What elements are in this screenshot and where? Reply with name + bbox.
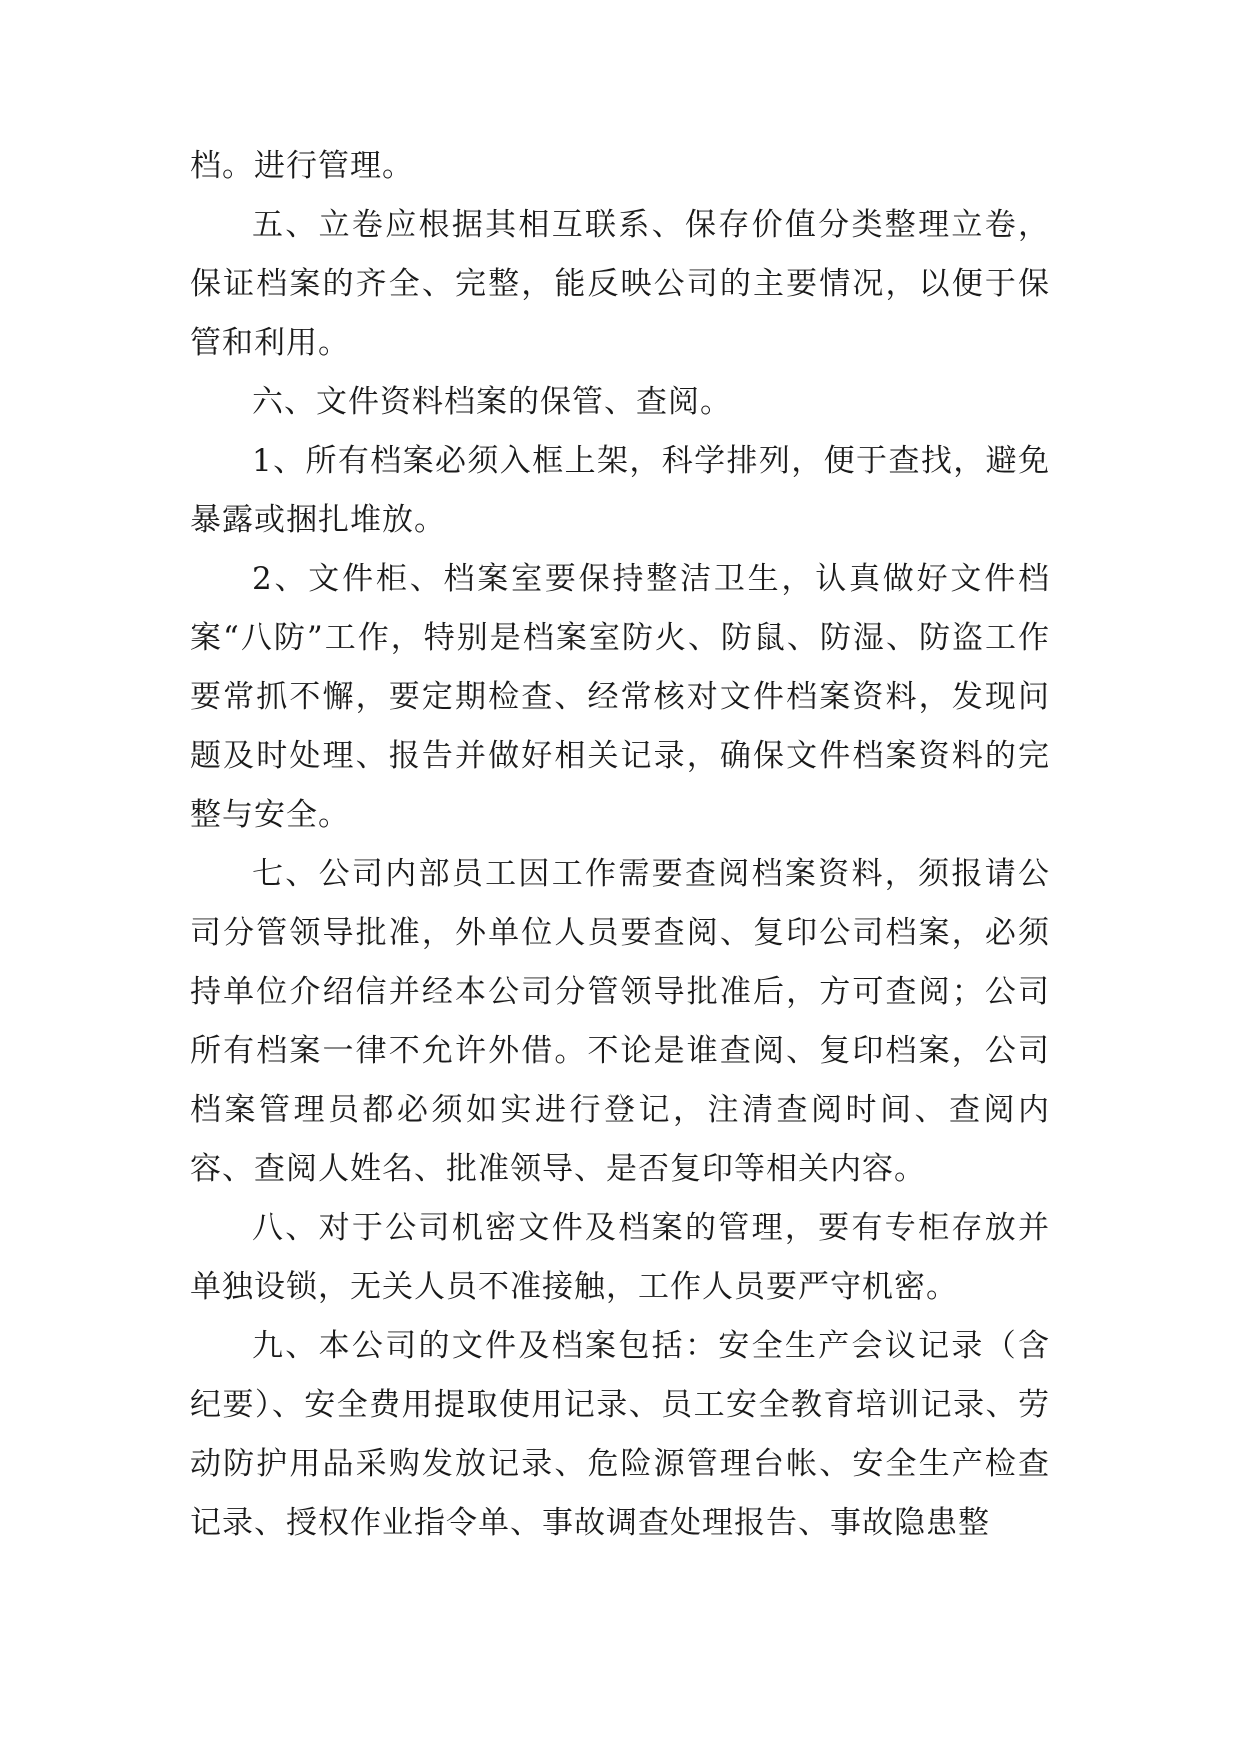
paragraph-continuation: 档。进行管理。 — [190, 148, 414, 184]
paragraph-item-8: 八、对于公司机密文件及档案的管理，要有专柜存放并单独设锁，无关人员不准接触，工作人员要严守机密。 — [190, 1210, 1050, 1305]
paragraph-item-7: 七、公司内部员工因工作需要查阅档案资料，须报请公司分管领导批准，外单位人员要查阅、复印公司档案，必须持单位介绍信并经本公司分管领导批准后，方可查阅；公司所有档案一律不允许外借。不论是谁查阅、复印档案，公司档案管理员都必须如实进行登记，注清查阅时间、查阅内容、查阅人姓名、批准领导、是否复印等相关内容。 — [190, 856, 1050, 1187]
document-page — [190, 137, 1050, 1553]
paragraph-item-6-1: 1、所有档案必须入框上架，科学排列，便于查找，避免暴露或捆扎堆放。 — [190, 443, 1050, 538]
paragraph-item-6-2: 2、文件柜、档案室要保持整洁卫生，认真做好文件档案“八防”工作，特别是档案室防火、防鼠、防湿、防盗工作要常抓不懈，要定期检查、经常核对文件档案资料，发现问题及时处理、报告并做好相关记录，确保文件档案资料的完整与安全。 — [190, 561, 1050, 833]
paragraph-item-9: 九、本公司的文件及档案包括：安全生产会议记录（含纪要）、安全费用提取使用记录、员工安全教育培训记录、劳动防护用品采购发放记录、危险源管理台帐、安全生产检查记录、授权作业指令单、事故调查处理报告、事故隐患整 — [190, 1328, 1050, 1541]
paragraph-item-6: 六、文件资料档案的保管、查阅。 — [252, 384, 732, 420]
paragraph-item-5: 五、立卷应根据其相互联系、保存价值分类整理立卷，保证档案的齐全、完整，能反映公司的主要情况，以便于保管和利用。 — [190, 207, 1050, 361]
